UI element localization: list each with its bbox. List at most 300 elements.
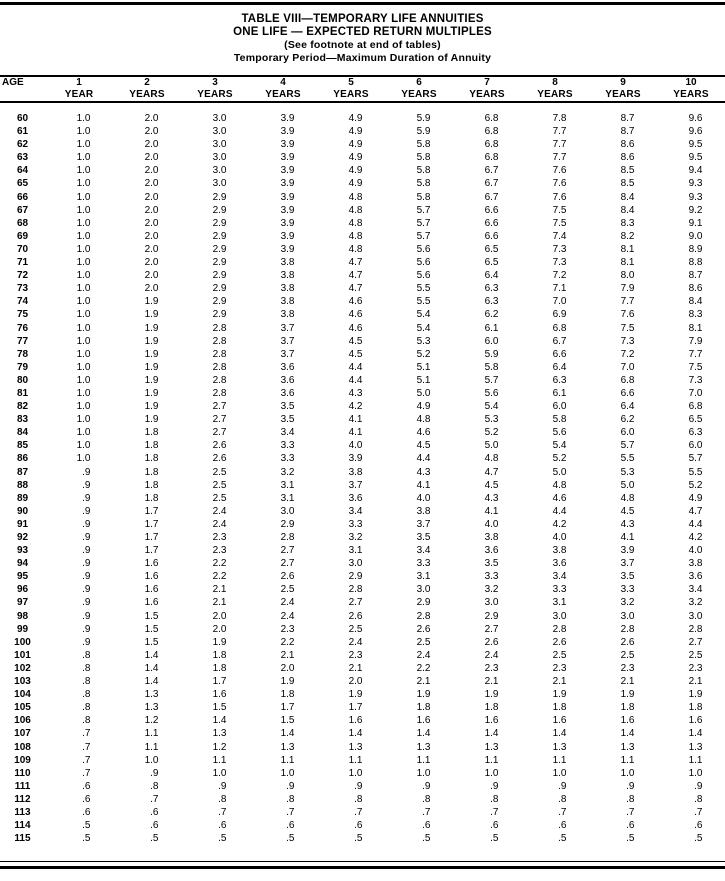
multiple-value: 3.8 [280, 283, 295, 295]
multiple-cell [249, 505, 317, 518]
multiple-value: 2.9 [212, 257, 227, 269]
multiple-cell [521, 754, 589, 767]
multiple-value: 1.4 [212, 715, 227, 727]
multiple-value: 3.7 [620, 558, 635, 570]
multiple-value: 2.8 [212, 387, 227, 399]
multiple-cell [385, 322, 453, 335]
table-row [0, 426, 725, 439]
duration-number: 8 [552, 77, 558, 88]
multiple-value: 3.7 [348, 479, 363, 491]
multiple-cell [181, 806, 249, 819]
age-cell: 92 [16, 532, 29, 543]
multiple-value: 1.6 [620, 715, 635, 727]
multiple-cell [45, 400, 113, 413]
multiple-value: 2.9 [212, 243, 227, 255]
multiple-value: 2.7 [280, 545, 295, 557]
multiple-cell [521, 204, 589, 217]
multiple-cell [521, 819, 589, 832]
multiple-cell [657, 570, 725, 583]
table-row [0, 138, 725, 151]
multiple-value: 1.3 [688, 741, 703, 753]
multiple-cell [249, 662, 317, 675]
multiple-cell [181, 295, 249, 308]
multiple-cell [45, 466, 113, 479]
multiple-value: 2.4 [484, 649, 499, 661]
multiple-value: 1.0 [76, 427, 91, 439]
multiple-cell [589, 492, 657, 505]
multiple-value: 1.8 [144, 427, 159, 439]
multiple-value: 3.8 [416, 505, 431, 517]
multiple-value: 7.7 [688, 348, 703, 360]
multiple-cell [113, 479, 181, 492]
multiple-cell [181, 610, 249, 623]
multiple-cell [317, 662, 385, 675]
multiple-value: 1.6 [348, 715, 363, 727]
multiple-cell [453, 610, 521, 623]
duration-column-header [453, 76, 521, 102]
multiple-cell [249, 767, 317, 780]
multiple-cell [657, 243, 725, 256]
multiple-value: 3.6 [484, 545, 499, 557]
multiple-value: 4.8 [348, 217, 363, 229]
multiple-value: 2.0 [144, 152, 159, 164]
multiple-value: 7.6 [620, 309, 635, 321]
age-cell: 90 [16, 505, 29, 517]
multiple-value: .9 [150, 767, 159, 779]
multiple-value: 4.6 [348, 322, 363, 334]
multiple-cell [249, 204, 317, 217]
multiple-cell [317, 505, 385, 518]
multiple-cell [521, 701, 589, 714]
multiple-value: 5.3 [620, 466, 635, 478]
age-cell: 115 [14, 833, 31, 845]
multiple-value: 6.3 [484, 296, 499, 308]
multiple-cell [113, 269, 181, 282]
multiple-value: 1.9 [484, 689, 499, 701]
multiple-value: 1.6 [212, 689, 227, 701]
multiple-value: 3.6 [280, 361, 295, 373]
multiple-cell [657, 125, 725, 138]
multiple-cell [317, 531, 385, 544]
multiple-value: 6.4 [620, 401, 635, 413]
multiple-value: 4.8 [484, 453, 499, 465]
multiple-value: 5.7 [416, 204, 431, 216]
multiple-cell [249, 243, 317, 256]
multiple-value: 3.7 [280, 348, 295, 360]
multiple-cell [657, 583, 725, 596]
multiple-value: 2.9 [212, 270, 227, 282]
multiple-cell [181, 741, 249, 754]
multiple-value: 5.6 [484, 387, 499, 399]
multiple-cell [113, 806, 181, 819]
multiple-cell [657, 269, 725, 282]
multiple-value: 2.4 [416, 649, 431, 661]
multiple-cell [113, 688, 181, 701]
multiple-cell [385, 243, 453, 256]
multiple-cell [249, 102, 317, 125]
multiple-cell [45, 426, 113, 439]
multiple-cell [181, 308, 249, 321]
multiple-cell [45, 701, 113, 714]
multiple-cell [113, 361, 181, 374]
multiple-value: 6.0 [484, 335, 499, 347]
multiple-value: 5.5 [620, 453, 635, 465]
multiple-value: .6 [626, 820, 635, 832]
multiple-value: 3.1 [280, 492, 295, 504]
multiple-value: 3.9 [280, 113, 295, 124]
multiple-cell [589, 793, 657, 806]
multiple-cell [521, 518, 589, 531]
multiple-cell [45, 636, 113, 649]
multiple-cell [657, 596, 725, 609]
multiple-value: 1.0 [416, 767, 431, 779]
multiple-cell [45, 374, 113, 387]
multiple-cell [113, 400, 181, 413]
duration-unit: YEARS [605, 89, 641, 100]
multiple-value: 2.0 [144, 217, 159, 229]
multiple-value: .6 [82, 806, 91, 818]
multiple-value: 5.4 [484, 401, 499, 413]
multiple-cell [249, 295, 317, 308]
age-cell: 68 [16, 217, 29, 229]
multiple-cell [113, 793, 181, 806]
duration-number: 10 [685, 77, 697, 88]
table-row [0, 531, 725, 544]
multiple-cell [181, 164, 249, 177]
multiple-cell [657, 623, 725, 636]
multiple-cell [45, 819, 113, 832]
multiple-value: 2.9 [212, 309, 227, 321]
multiple-value: 2.2 [280, 636, 295, 648]
multiple-cell [181, 675, 249, 688]
multiple-cell [453, 714, 521, 727]
multiple-value: 6.3 [552, 374, 567, 386]
multiple-cell [589, 204, 657, 217]
multiple-value: 5.1 [416, 361, 431, 373]
multiple-cell [657, 151, 725, 164]
multiple-cell [453, 649, 521, 662]
multiple-cell [657, 191, 725, 204]
multiple-cell [521, 138, 589, 151]
multiple-cell [45, 256, 113, 269]
age-cell: 95 [16, 571, 29, 583]
multiple-value: 4.5 [348, 335, 363, 347]
table-row [0, 335, 725, 348]
age-cell: 73 [16, 283, 29, 295]
multiple-value: .8 [422, 793, 431, 805]
age-cell: 98 [16, 610, 29, 622]
multiple-value: .8 [82, 662, 91, 674]
multiple-value: .7 [218, 806, 227, 818]
multiple-cell [113, 636, 181, 649]
multiple-cell [385, 492, 453, 505]
multiple-value: 1.3 [280, 741, 295, 753]
multiple-cell [521, 177, 589, 190]
multiple-cell [317, 400, 385, 413]
multiple-value: .9 [82, 518, 91, 530]
multiple-cell [453, 727, 521, 740]
multiple-cell [385, 518, 453, 531]
multiple-value: 1.9 [348, 689, 363, 701]
duration-column-header [385, 76, 453, 102]
multiple-value: 1.4 [280, 728, 295, 740]
multiple-value: 2.8 [552, 623, 567, 635]
multiple-cell [249, 466, 317, 479]
multiple-cell [453, 204, 521, 217]
multiple-cell [181, 348, 249, 361]
multiple-cell [181, 204, 249, 217]
multiple-cell [657, 348, 725, 361]
multiple-cell [317, 649, 385, 662]
multiple-value: 2.0 [144, 178, 159, 190]
multiple-value: .9 [82, 558, 91, 570]
multiple-value: 2.9 [280, 518, 295, 530]
multiple-value: 7.7 [552, 139, 567, 151]
multiple-value: .9 [422, 780, 431, 792]
multiple-cell [317, 243, 385, 256]
multiple-value: 2.0 [144, 113, 159, 124]
multiple-value: 2.6 [416, 623, 431, 635]
multiple-cell [249, 335, 317, 348]
multiple-value: 6.4 [552, 361, 567, 373]
multiple-cell [45, 623, 113, 636]
age-cell: 60 [16, 113, 29, 124]
multiple-cell [589, 649, 657, 662]
multiple-value: 2.4 [348, 636, 363, 648]
multiple-cell [317, 164, 385, 177]
multiple-cell [45, 282, 113, 295]
multiple-cell [113, 518, 181, 531]
multiple-cell [453, 374, 521, 387]
multiple-value: 7.6 [552, 178, 567, 190]
multiple-value: 1.8 [144, 453, 159, 465]
table-row [0, 413, 725, 426]
duration-number: 9 [620, 77, 626, 88]
multiple-value: 6.8 [484, 139, 499, 151]
multiple-value: 2.3 [552, 662, 567, 674]
multiple-cell [249, 544, 317, 557]
multiple-cell [385, 819, 453, 832]
multiple-cell [317, 256, 385, 269]
multiple-cell [589, 452, 657, 465]
multiple-cell [657, 492, 725, 505]
table-row [0, 649, 725, 662]
multiple-value: 6.6 [620, 387, 635, 399]
multiple-cell [657, 701, 725, 714]
multiple-value: 7.3 [620, 335, 635, 347]
multiple-value: 3.1 [552, 597, 567, 609]
duration-unit: YEARS [129, 89, 165, 100]
multiple-value: 7.0 [552, 296, 567, 308]
multiple-value: 3.0 [348, 558, 363, 570]
multiple-cell [521, 806, 589, 819]
multiple-cell [113, 741, 181, 754]
multiple-cell [113, 374, 181, 387]
multiple-cell [181, 256, 249, 269]
multiple-cell [385, 269, 453, 282]
multiple-cell [317, 727, 385, 740]
multiple-value: 4.9 [348, 178, 363, 190]
multiple-cell [45, 452, 113, 465]
age-cell: 112 [14, 793, 31, 805]
multiple-value: 2.1 [688, 676, 703, 688]
multiple-value: 1.0 [348, 767, 363, 779]
multiple-cell [589, 780, 657, 793]
multiple-value: 5.8 [416, 152, 431, 164]
multiple-cell [521, 714, 589, 727]
age-cell: 107 [14, 728, 31, 740]
multiple-cell [113, 256, 181, 269]
multiple-cell [45, 754, 113, 767]
multiple-cell [317, 754, 385, 767]
multiple-value: .5 [82, 820, 91, 832]
multiple-value: 8.0 [620, 270, 635, 282]
multiple-value: 6.5 [484, 243, 499, 255]
multiple-cell [521, 322, 589, 335]
multiple-cell [45, 714, 113, 727]
duration-unit: YEAR [64, 89, 94, 100]
multiple-cell [453, 701, 521, 714]
multiple-cell [657, 727, 725, 740]
multiple-value: 5.4 [416, 322, 431, 334]
multiple-cell [521, 308, 589, 321]
multiple-value: 4.8 [348, 204, 363, 216]
multiple-cell [657, 793, 725, 806]
multiple-value: .5 [150, 833, 159, 845]
multiple-value: 2.0 [144, 283, 159, 295]
multiple-value: 7.3 [688, 374, 703, 386]
multiple-cell [589, 282, 657, 295]
multiple-value: .6 [150, 806, 159, 818]
table-row [0, 793, 725, 806]
multiple-value: 4.9 [416, 401, 431, 413]
age-cell: 96 [16, 584, 29, 596]
multiple-cell [181, 269, 249, 282]
multiple-cell [657, 335, 725, 348]
multiple-cell [113, 754, 181, 767]
multiple-cell [657, 164, 725, 177]
multiple-value: 5.8 [484, 361, 499, 373]
multiple-value: 1.0 [76, 453, 91, 465]
multiple-cell [521, 295, 589, 308]
multiple-value: 1.3 [144, 689, 159, 701]
multiple-cell [181, 243, 249, 256]
multiple-value: 6.6 [484, 230, 499, 242]
multiple-value: 1.0 [76, 361, 91, 373]
multiple-cell [317, 269, 385, 282]
multiple-value: 1.8 [688, 702, 703, 714]
multiple-cell [317, 780, 385, 793]
multiple-value: 6.0 [688, 440, 703, 452]
multiple-value: 1.8 [212, 649, 227, 661]
multiple-cell [453, 295, 521, 308]
multiple-cell [317, 583, 385, 596]
multiple-value: 1.9 [144, 322, 159, 334]
multiple-cell [453, 636, 521, 649]
multiple-cell [181, 557, 249, 570]
multiple-value: .6 [218, 820, 227, 832]
multiple-value: 2.1 [484, 676, 499, 688]
multiple-cell [249, 374, 317, 387]
multiple-value: 1.0 [620, 767, 635, 779]
multiple-cell [385, 754, 453, 767]
multiple-cell [249, 452, 317, 465]
multiple-cell [249, 177, 317, 190]
multiple-cell [453, 662, 521, 675]
multiple-value: 3.7 [280, 335, 295, 347]
multiple-cell [657, 518, 725, 531]
multiple-value: 2.5 [212, 492, 227, 504]
multiple-value: 4.6 [552, 492, 567, 504]
multiple-cell [45, 138, 113, 151]
multiple-cell [45, 269, 113, 282]
multiple-cell [385, 217, 453, 230]
multiple-value: 1.5 [212, 702, 227, 714]
table-row [0, 102, 725, 125]
multiple-cell [181, 570, 249, 583]
age-cell: 99 [16, 623, 29, 635]
multiple-value: 8.4 [620, 191, 635, 203]
multiple-value: .9 [82, 584, 91, 596]
multiple-cell [521, 230, 589, 243]
multiple-value: 4.6 [348, 309, 363, 321]
multiple-cell [317, 191, 385, 204]
multiple-cell [45, 335, 113, 348]
multiple-value: .9 [82, 545, 91, 557]
multiple-value: 2.0 [144, 139, 159, 151]
multiple-cell [317, 714, 385, 727]
multiple-cell [113, 701, 181, 714]
multiple-value: 5.2 [552, 453, 567, 465]
multiple-cell [589, 466, 657, 479]
multiple-value: 5.4 [552, 440, 567, 452]
multiple-value: .8 [82, 702, 91, 714]
table-row [0, 727, 725, 740]
multiple-cell [589, 505, 657, 518]
multiple-cell [385, 387, 453, 400]
multiple-cell [45, 322, 113, 335]
table-row [0, 570, 725, 583]
multiple-cell [249, 282, 317, 295]
multiple-value: 3.3 [280, 453, 295, 465]
footnote-reference: (See footnote at end of tables) [284, 39, 441, 51]
multiple-value: 4.0 [688, 545, 703, 557]
multiple-value: 1.0 [76, 296, 91, 308]
multiple-value: 6.4 [484, 270, 499, 282]
multiple-value: 3.6 [552, 558, 567, 570]
multiple-cell [181, 767, 249, 780]
multiple-cell [249, 400, 317, 413]
table-title-block [0, 13, 725, 64]
multiple-value: .8 [354, 793, 363, 805]
multiple-cell [453, 492, 521, 505]
multiple-value: 5.7 [484, 374, 499, 386]
multiple-cell [181, 479, 249, 492]
multiple-cell [385, 138, 453, 151]
multiple-cell [657, 102, 725, 125]
multiple-cell [589, 570, 657, 583]
multiple-value: 4.6 [416, 427, 431, 439]
multiple-value: 3.9 [348, 453, 363, 465]
table-row [0, 767, 725, 780]
multiple-value: .7 [558, 806, 567, 818]
multiple-value: 8.1 [620, 243, 635, 255]
table-row [0, 243, 725, 256]
multiple-value: 1.2 [144, 715, 159, 727]
multiple-value: 3.1 [280, 479, 295, 491]
multiple-cell [317, 596, 385, 609]
multiple-cell [589, 688, 657, 701]
